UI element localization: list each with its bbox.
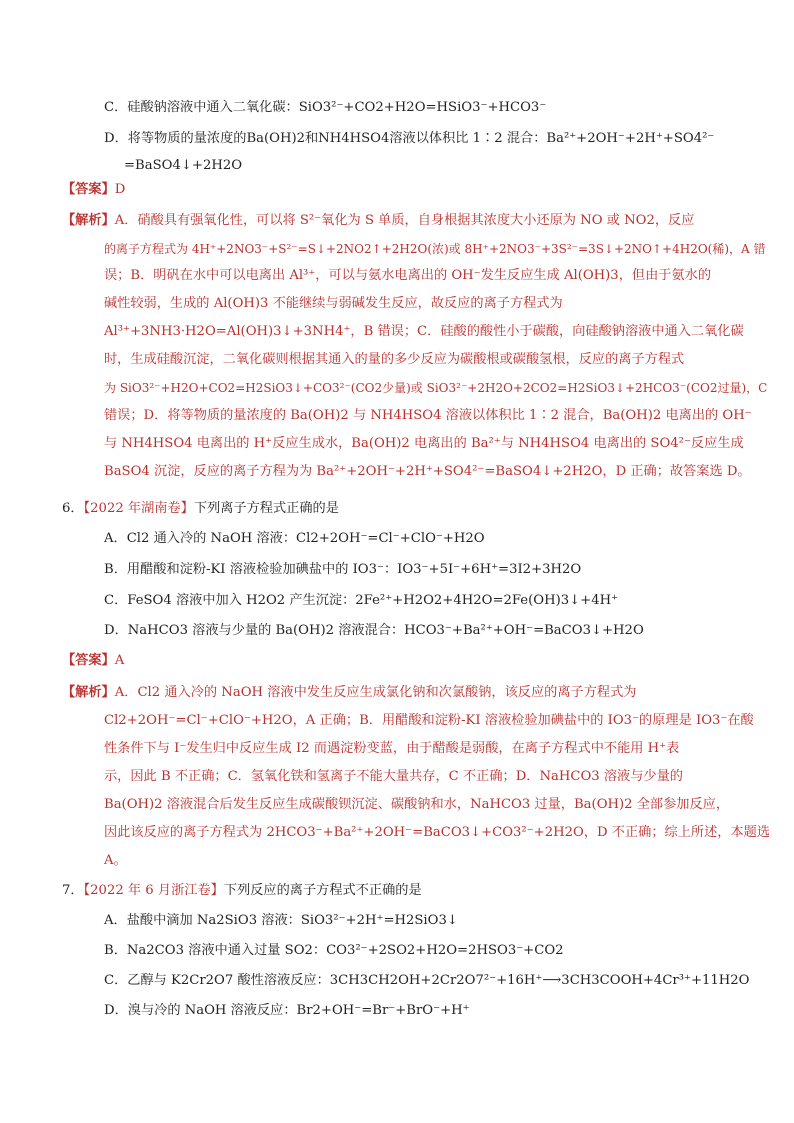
q5-analysis-line: 与 NH4HSO4 电离出的 H⁺反应生成水，Ba(OH)2 电离出的 Ba²⁺与 NH4HSO4 电离出的 SO4²⁻反应生成 [104, 436, 744, 451]
q7-option-c: C．乙醇与 K2Cr2O7 酸性溶液反应：3CH3CH2OH+2Cr2O7²⁻+16H⁺⟶3CH3COOH+4Cr³⁺+11H2O [104, 973, 750, 988]
q5-analysis-line: 时，生成硅酸沉淀，二氧化碳则根据其通入的量的多少反应为碳酸根或碳酸氢根，反应的离子方程式 [104, 352, 685, 367]
q5-analysis-line: 碱性较弱，生成的 Al(OH)3 不能继续与弱碱发生反应，故反应的离子方程式为 [104, 296, 563, 311]
question-source: 【2022 年 6 月浙江卷】 [83, 883, 224, 898]
answer-value: D [114, 182, 126, 197]
q5-analysis-line: 误；B．明矾在水中可以电离出 Al³⁺，可以与氨水电离出的 OH⁻发生反应生成 Al(OH)3，但由于氨水的 [104, 268, 712, 283]
question-text: 下列反应的离子方程式不正确的是 [223, 883, 422, 898]
q6-analysis-line: 性条件下与 I⁻发生归中反应生成 I2 而遇淀粉变蓝，由于醋酸是弱酸，在离子方程式中不能用 H⁺表 [104, 741, 680, 756]
q5-analysis-line: Al³⁺+3NH3·H2O=Al(OH)3↓+3NH4⁺，B 错误；C．硅酸的酸性小于碳酸，向硅酸钠溶液中通入二氧化碳 [104, 324, 744, 339]
q6-analysis-line: Ba(OH)2 溶液混合后发生反应生成碳酸钡沉淀、碳酸钠和水，NaHCO3 过量，Ba(OH)2 全部参加反应， [104, 797, 730, 812]
q6-option-d: D．NaHCO3 溶液与少量的 Ba(OH)2 溶液混合：HCO3⁻+Ba²⁺+OH⁻=BaCO3↓+H2O [104, 623, 644, 638]
q7-option-b: B．Na2CO3 溶液中通入过量 SO2：CO3²⁻+2SO2+H2O=2HSO3⁻+CO2 [104, 943, 564, 958]
q6-option-a: A．Cl2 通入冷的 NaOH 溶液：Cl2+2OH⁻=Cl⁻+ClO⁻+H2O [104, 531, 485, 546]
q5-analysis-line: 【解析】A．硝酸具有强氧化性，可以将 S²⁻氧化为 S 单质，自身根据其浓度大小还原为 NO 或 NO2，反应 [62, 213, 695, 228]
question-number: 7． [62, 883, 84, 898]
q6-answer [62, 652, 124, 670]
question-text: 下列离子方程式正确的是 [193, 501, 339, 516]
q6-option-c: C．FeSO4 溶液中加入 H2O2 产生沉淀：2Fe²⁺+H2O2+4H2O=2Fe(OH)3↓+4H⁺ [104, 593, 619, 608]
q5-option-d-cont: =BaSO4↓+2H2O [124, 158, 243, 173]
answer-value: A [114, 653, 125, 668]
q5-analysis-line: BaSO4 沉淀，反应的离子方程为为 Ba²⁺+2OH⁻+2H⁺+SO4²⁻=BaSO4↓+2H2O，D 正确；故答案选 D。 [104, 464, 751, 479]
q5-option-c: C．硅酸钠溶液中通入二氧化碳：SiO3²⁻+CO2+H2O=HSiO3⁻+HCO3⁻ [104, 100, 547, 115]
q5-answer [62, 181, 125, 199]
q6-analysis-line: 【解析】A．Cl2 通入冷的 NaOH 溶液中发生反应生成氯化钠和次氯酸钠，该反应的离子方程式为 [62, 685, 637, 700]
q6-stem [62, 500, 339, 518]
q6-analysis-line: A。 [104, 853, 127, 868]
q6-option-b: B．用醋酸和淀粉-KI 溶液检验加碘盐中的 IO3⁻：IO3⁻+5I⁻+6H⁺=3I2+3H2O [104, 562, 582, 577]
q5-analysis-line: 的离子方程式为 4H⁺+2NO3⁻+S²⁻=S↓+2NO2↑+2H2O(浓)或 8H⁺+2NO3⁻+3S²⁻=3S↓+2NO↑+4H2O(稀)，A 错 [104, 242, 766, 256]
q7-option-d: D．溴与冷的 NaOH 溶液反应：Br2+OH⁻=Br⁻+BrO⁻+H⁺ [104, 1003, 470, 1018]
q5-analysis-line: 错误；D．将等物质的量浓度的 Ba(OH)2 与 NH4HSO4 溶液以体积比 1∶2 混合，Ba(OH)2 电离出的 OH⁻ [104, 408, 752, 423]
analysis-label: 【解析】 [62, 213, 115, 228]
analysis-label: 【解析】 [62, 685, 115, 700]
q6-analysis-line: Cl2+2OH⁻=Cl⁻+ClO⁻+H2O，A 正确；B．用醋酸和淀粉-KI 溶液检验加碘盐中的 IO3⁻的原理是 IO3⁻在酸 [104, 713, 754, 728]
answer-label: 【答案】 [62, 182, 115, 197]
q7-option-a: A．盐酸中滴加 Na2SiO3 溶液：SiO3²⁻+2H⁺=H2SiO3↓ [104, 913, 458, 928]
q5-option-d: D．将等物质的量浓度的Ba(OH)2和NH4HSO4溶液以体积比 1∶2 混合：Ba²⁺+2OH⁻+2H⁺+SO4²⁻ [104, 131, 715, 146]
question-number: 6． [62, 501, 84, 516]
q5-analysis-line: 为 SiO3²⁻+H2O+CO2=H2SiO3↓+CO3²⁻(CO2少量)或 SiO3²⁻+2H2O+2CO2=H2SiO3↓+2HCO3⁻(CO2过量)，C [104, 381, 768, 395]
q7-stem [62, 882, 422, 900]
answer-label: 【答案】 [62, 653, 115, 668]
question-source: 【2022 年湖南卷】 [83, 501, 194, 516]
q6-analysis-line: 示，因此 B 不正确；C．氢氧化铁和氢离子不能大量共存，C 不正确；D．NaHCO3 溶液与少量的 [104, 769, 683, 784]
q6-analysis-line: 因此该反应的离子方程式为 2HCO3⁻+Ba²⁺+2OH⁻=BaCO3↓+CO3²⁻+2H2O，D 不正确；综上所述，本题选 [104, 825, 771, 840]
